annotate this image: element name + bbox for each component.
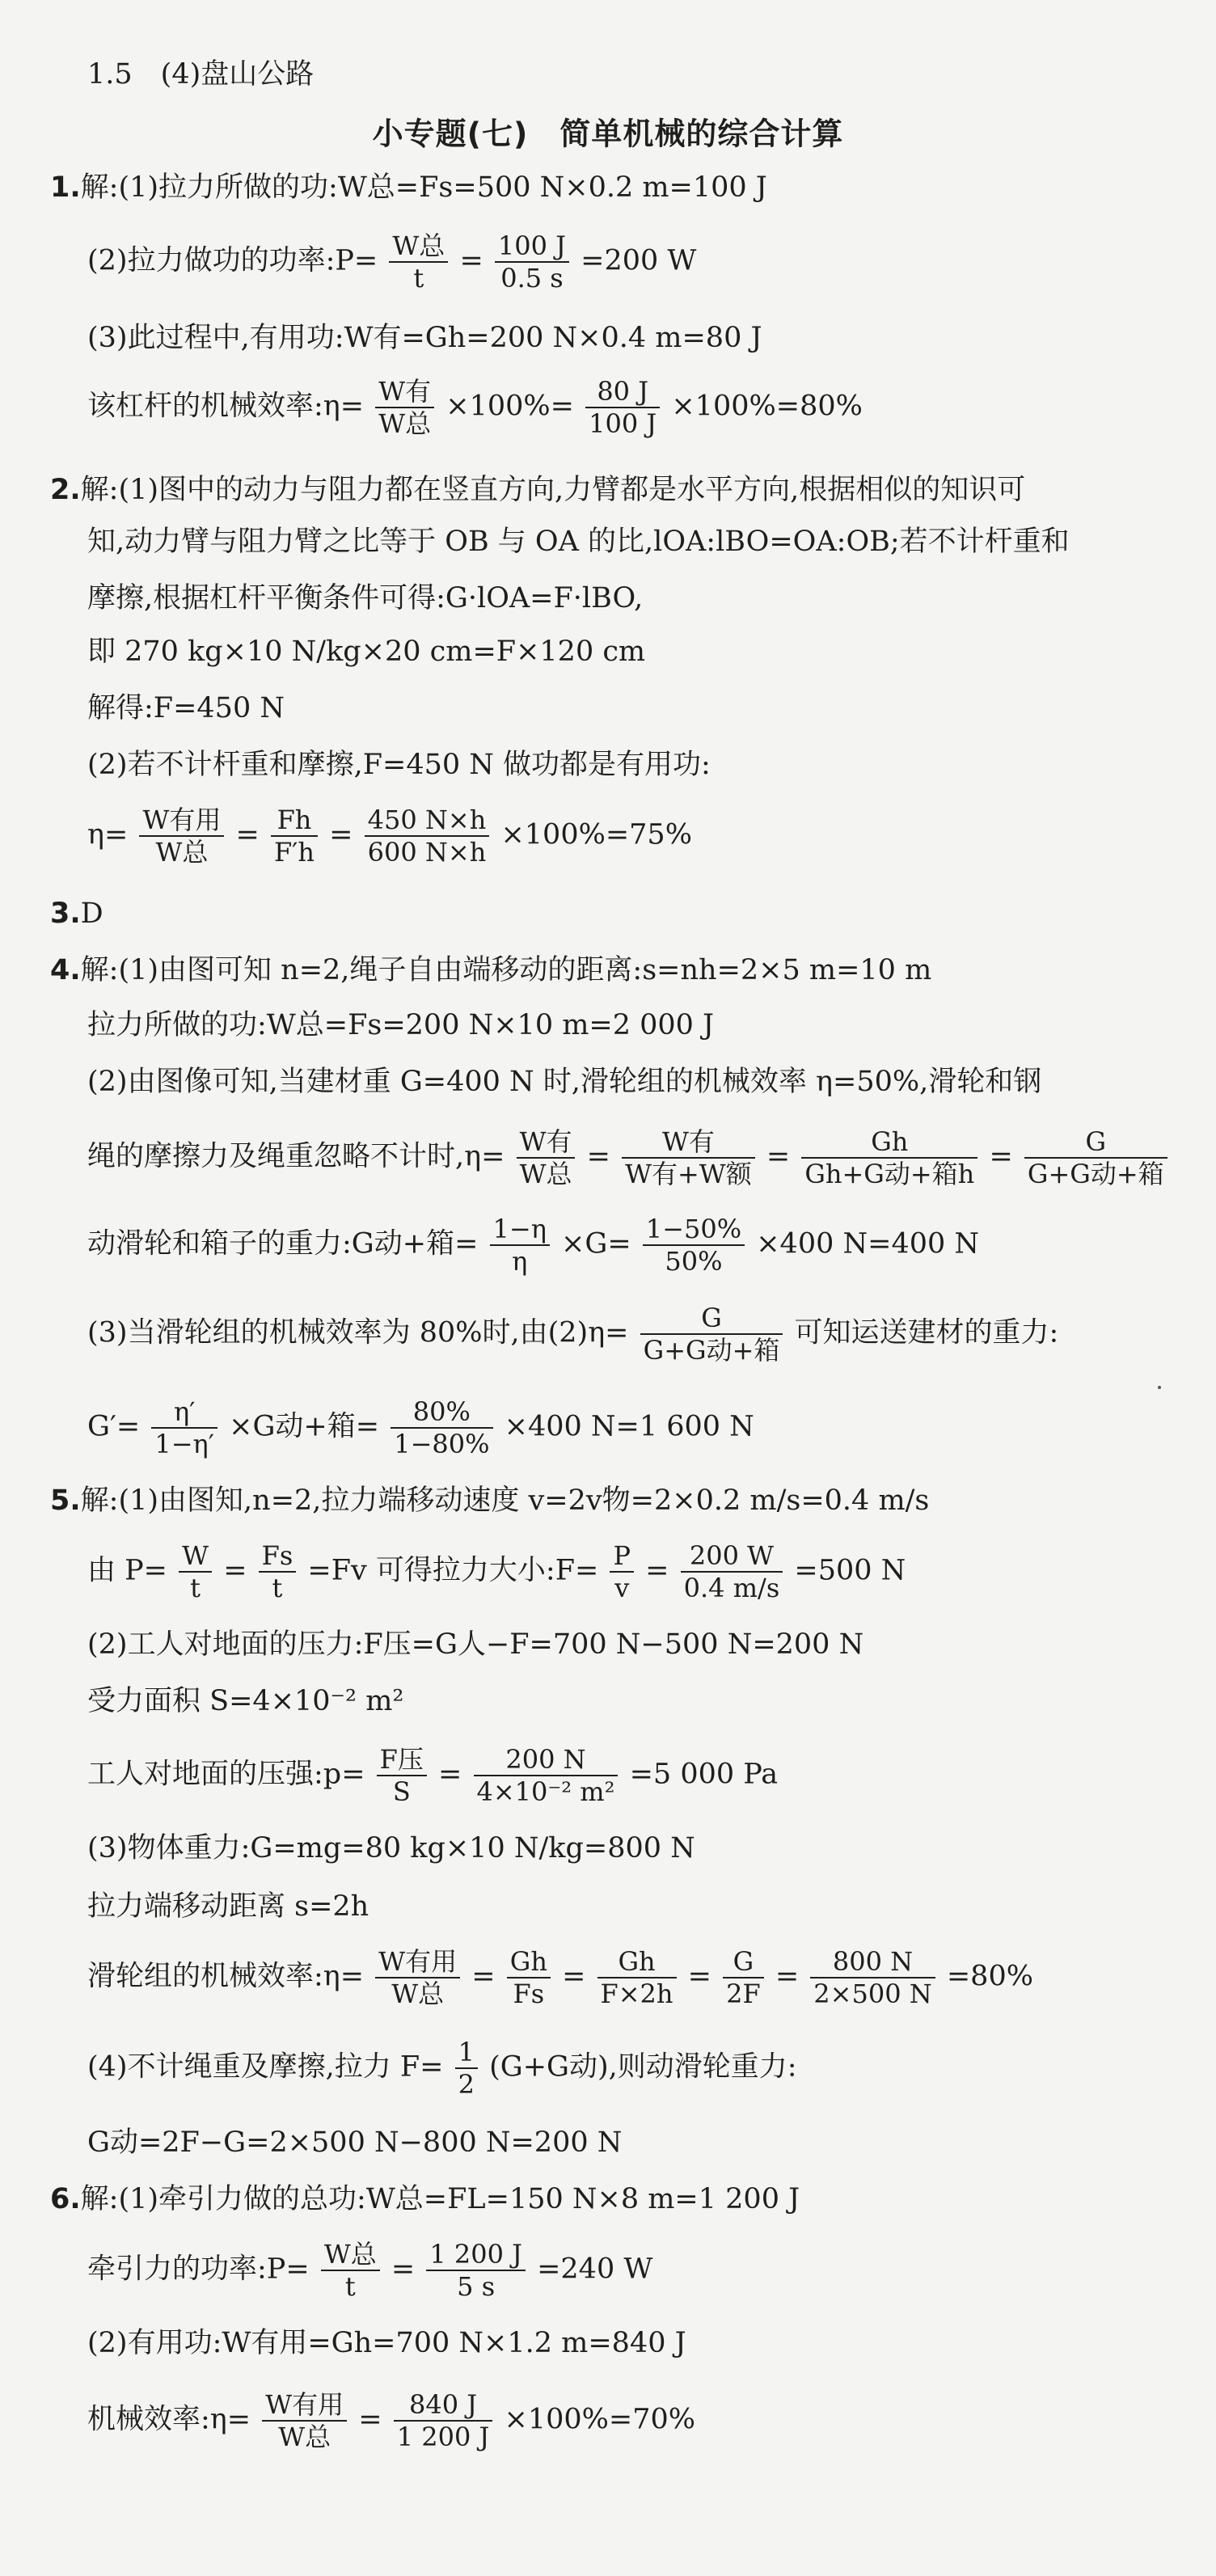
- problem-4-line-7: [87, 1396, 754, 1459]
- text: (2)拉力做功的功率:P=: [87, 244, 378, 277]
- denominator: W总: [155, 837, 209, 868]
- denominator: W总: [519, 1159, 572, 1189]
- denominator: 4×10⁻² m²: [476, 1776, 615, 1807]
- denominator: Gh+G动+箱h: [804, 1159, 975, 1189]
- numerator: 100 J: [495, 230, 569, 263]
- text: =: [775, 1960, 800, 1993]
- denominator: t: [272, 1573, 283, 1603]
- fraction: [1024, 1126, 1167, 1189]
- problem-2-line-1: [50, 473, 1025, 507]
- problem-1-number: 1.: [50, 171, 81, 204]
- numerator: 80 J: [585, 376, 660, 408]
- text: =500 N: [794, 1554, 906, 1587]
- text: 牵引力的功率:P=: [87, 2253, 310, 2286]
- numerator: G: [723, 1946, 764, 1978]
- fraction: [179, 1540, 212, 1603]
- fraction: [801, 1126, 977, 1189]
- problem-4-number: 4.: [50, 954, 81, 986]
- denominator: F×2h: [600, 1978, 673, 2009]
- problem-2-line-6: (2)若不计杆重和摩擦,F=450 N 做功都是有用功:: [87, 749, 711, 781]
- text: =: [687, 1960, 711, 1993]
- text: 机械效率:η=: [87, 2403, 251, 2436]
- numerator: 80%: [391, 1396, 492, 1429]
- text: =: [329, 818, 353, 851]
- fraction: [259, 1540, 297, 1603]
- numerator: 1−η: [490, 1214, 550, 1246]
- problem-5-line-8: [87, 1946, 1033, 2009]
- text: ×400 N=400 N: [756, 1227, 979, 1261]
- text: ×100%=: [445, 390, 574, 423]
- text: 由 P=: [87, 1554, 168, 1587]
- text: =: [235, 818, 260, 851]
- numerator: F压: [377, 1744, 427, 1776]
- numerator: 1−50%: [643, 1214, 745, 1246]
- fraction: [723, 1946, 764, 2009]
- text: 动滑轮和箱子的重力:G动+箱=: [87, 1227, 479, 1261]
- text: =: [586, 1140, 610, 1173]
- text: 绳的摩擦力及绳重忽略不计时,η=: [87, 1140, 505, 1173]
- numerator: 800 N: [810, 1946, 935, 1978]
- text: =: [358, 2403, 382, 2436]
- denominator: 2×500 N: [813, 1978, 932, 2009]
- numerator: W有: [375, 376, 434, 408]
- denominator: F′h: [273, 837, 315, 868]
- denominator: 2F: [726, 1978, 761, 2009]
- fraction: [375, 376, 434, 439]
- fraction: [455, 2037, 478, 2100]
- problem-3-line: [50, 897, 103, 931]
- fraction: [474, 1744, 619, 1807]
- text: ×100%=80%: [671, 390, 863, 423]
- text: =: [223, 1554, 247, 1587]
- numerator: Gh: [597, 1946, 677, 1978]
- text: =: [989, 1140, 1013, 1173]
- fraction: [507, 1946, 551, 2009]
- denominator: G+G动+箱: [1027, 1159, 1164, 1189]
- denominator: W有+W额: [625, 1159, 752, 1189]
- fraction: [262, 2389, 347, 2452]
- text: =: [391, 2253, 416, 2286]
- numerator: Fh: [271, 804, 318, 837]
- text: =: [645, 1554, 669, 1587]
- numerator: W有用: [375, 1946, 460, 1978]
- text: ×100%=75%: [500, 818, 692, 851]
- problem-2-number: 2.: [50, 474, 81, 506]
- problem-4-line-1: [50, 953, 931, 987]
- problem-3-number: 3.: [50, 897, 81, 930]
- problem-4-line-4: [87, 1126, 1170, 1189]
- problem-6-line-1: [50, 2182, 800, 2216]
- section-title: 小专题(七) 简单机械的综合计算: [372, 116, 844, 152]
- fraction: [271, 804, 318, 868]
- fraction: [151, 1396, 217, 1459]
- denominator: η: [512, 1246, 528, 1277]
- fraction: [375, 1946, 460, 2009]
- problem-5-line-7: 拉力端移动距离 s=2h: [87, 1890, 369, 1923]
- text: =: [562, 1960, 586, 1993]
- text: 滑轮组的机械效率:η=: [87, 1960, 365, 1993]
- problem-4-line-5: [87, 1214, 979, 1277]
- text: =5 000 Pa: [629, 1758, 779, 1791]
- problem-5-line-6: (3)物体重力:G=mg=80 kg×10 N/kg=800 N: [87, 1832, 695, 1864]
- problem-5-line-3: (2)工人对地面的压力:F压=G人−F=700 N−500 N=200 N: [87, 1628, 864, 1661]
- text: =200 W: [581, 244, 697, 277]
- numerator: 450 N×h: [365, 804, 490, 837]
- fraction: [490, 1214, 550, 1277]
- text: 该杠杆的机械效率:η=: [87, 390, 365, 423]
- text: ×G=: [561, 1227, 631, 1261]
- problem-4-line-2: 拉力所做的功:W总=Fs=200 N×10 m=2 000 J: [87, 1009, 715, 1041]
- numerator: W有: [517, 1126, 576, 1159]
- numerator: W有用: [139, 804, 224, 837]
- problem-6-line-4: [87, 2389, 695, 2452]
- problem-1-line-3: (3)此过程中,有用功:W有=Gh=200 N×0.4 m=80 J: [87, 322, 762, 354]
- denominator: 1−η′: [154, 1429, 214, 1459]
- problem-1-line-2: [87, 230, 696, 293]
- problem-2-line-2: 知,动力臂与阻力臂之比等于 OB 与 OA 的比,lOA:lBO=OA:OB;若不计杆重和: [87, 526, 1070, 558]
- fraction: [585, 376, 660, 439]
- denominator: W总: [378, 408, 432, 439]
- text: η=: [87, 818, 129, 851]
- fraction: [391, 1396, 492, 1459]
- numerator: W有用: [262, 2389, 347, 2422]
- fraction: [597, 1946, 677, 2009]
- fraction: [377, 1744, 427, 1807]
- fraction: [643, 1214, 745, 1277]
- text: (3)当滑轮组的机械效率为 80%时,由(2)η=: [87, 1316, 629, 1349]
- fraction: [640, 1303, 783, 1366]
- denominator: W总: [391, 1978, 445, 2009]
- text: =: [471, 1960, 496, 1993]
- problem-5-number: 5.: [50, 1484, 81, 1517]
- numerator: G: [640, 1303, 783, 1335]
- fraction: [622, 1126, 755, 1189]
- text: =: [438, 1758, 462, 1791]
- numerator: 1: [455, 2037, 478, 2069]
- problem-5-line-10: G动=2F−G=2×500 N−800 N=200 N: [87, 2126, 623, 2159]
- denominator: 0.4 m/s: [683, 1573, 780, 1603]
- fraction: [365, 804, 490, 868]
- denominator: 50%: [665, 1246, 723, 1277]
- text: ×G动+箱=: [229, 1410, 380, 1443]
- problem-4-line-6: [87, 1303, 1058, 1366]
- text: =: [459, 244, 483, 277]
- fraction: [681, 1540, 783, 1603]
- fraction: [394, 2389, 493, 2452]
- text: 工人对地面的压强:p=: [87, 1758, 365, 1791]
- text: G′=: [87, 1410, 141, 1443]
- problem-2-line-4: 即 270 kg×10 N/kg×20 cm=F×120 cm: [87, 636, 646, 668]
- problem-5-line-2: [87, 1540, 906, 1603]
- numerator: W总: [321, 2239, 380, 2271]
- denominator: 100 J: [589, 408, 657, 439]
- numerator: 840 J: [394, 2389, 493, 2422]
- problem-1-line-4: [87, 376, 863, 439]
- denominator: t: [190, 1573, 201, 1603]
- answer-text: D: [80, 897, 103, 930]
- denominator: 600 N×h: [367, 837, 487, 868]
- problem-6-line-2: [87, 2239, 652, 2302]
- text: 解:(1)图中的动力与阻力都在竖直方向,力臂都是水平方向,根据相似的知识可: [80, 474, 1026, 506]
- problem-2-line-3: 摩擦,根据杠杆平衡条件可得:G·lOA=F·lBO,: [87, 582, 644, 614]
- numerator: η′: [151, 1396, 217, 1429]
- problem-5-line-4: 受力面积 S=4×10⁻² m²: [87, 1685, 404, 1717]
- numerator: 1 200 J: [426, 2239, 526, 2271]
- text: =240 W: [537, 2253, 653, 2286]
- text: (4)不计绳重及摩擦,拉力 F=: [87, 2050, 444, 2084]
- denominator: 0.5 s: [500, 263, 564, 293]
- scan-speck: [1158, 1386, 1161, 1389]
- fraction: [517, 1126, 576, 1189]
- problem-4-line-3: (2)由图像可知,当建材重 G=400 N 时,滑轮组的机械效率 η=50%,滑轮和钢: [87, 1066, 1042, 1098]
- text: =: [766, 1140, 791, 1173]
- text: 可知运送建材的重力:: [794, 1316, 1059, 1349]
- problem-5-line-9: [87, 2037, 797, 2100]
- prev-answer-line: 1.5 (4)盘山公路: [87, 58, 315, 91]
- denominator: v: [614, 1573, 630, 1603]
- numerator: W总: [389, 230, 448, 263]
- denominator: Fs: [513, 1978, 545, 2009]
- problem-2-line-7: [87, 804, 692, 868]
- problem-6-line-3: (2)有用功:W有用=Gh=700 N×1.2 m=840 J: [87, 2327, 686, 2359]
- problem-1-line-1: [50, 171, 767, 205]
- denominator: t: [344, 2271, 356, 2302]
- text: 解:(1)牵引力做的总功:W总=FL=150 N×8 m=1 200 J: [80, 2183, 800, 2215]
- problem-5-line-5: [87, 1744, 778, 1807]
- denominator: W总: [278, 2422, 331, 2452]
- fraction: [426, 2239, 526, 2302]
- numerator: P: [610, 1540, 634, 1573]
- denominator: S: [392, 1776, 411, 1807]
- fraction: [321, 2239, 380, 2302]
- denominator: t: [413, 263, 424, 293]
- fraction: [389, 230, 448, 293]
- denominator: 5 s: [457, 2271, 496, 2302]
- fraction: [810, 1946, 935, 2009]
- fraction: [139, 804, 224, 868]
- numerator: Gh: [801, 1126, 977, 1159]
- numerator: W: [179, 1540, 212, 1573]
- problem-5-line-1: [50, 1484, 929, 1518]
- numerator: 200 N: [474, 1744, 619, 1776]
- problem-2-line-5: 解得:F=450 N: [87, 692, 285, 724]
- fraction: [495, 230, 569, 293]
- numerator: 200 W: [681, 1540, 783, 1573]
- denominator: 1 200 J: [396, 2422, 490, 2452]
- text: ×400 N=1 600 N: [504, 1410, 754, 1443]
- text: =Fv 可得拉力大小:F=: [307, 1554, 599, 1587]
- numerator: G: [1024, 1126, 1167, 1159]
- denominator: 1−80%: [394, 1429, 490, 1459]
- text: 解:(1)由图知,n=2,拉力端移动速度 v=2v物=2×0.2 m/s=0.4 m/s: [80, 1484, 930, 1517]
- problem-6-number: 6.: [50, 2183, 81, 2215]
- text: (G+G动),则动滑轮重力:: [489, 2050, 797, 2084]
- text: ×100%=70%: [504, 2403, 696, 2436]
- numerator: Fs: [259, 1540, 297, 1573]
- denominator: 2: [458, 2069, 475, 2100]
- denominator: G+G动+箱: [643, 1335, 780, 1366]
- numerator: W有: [622, 1126, 755, 1159]
- text: 解:(1)由图可知 n=2,绳子自由端移动的距离:s=nh=2×5 m=10 m: [80, 954, 932, 986]
- numerator: Gh: [507, 1946, 551, 1978]
- text: 解:(1)拉力所做的功:W总=Fs=500 N×0.2 m=100 J: [80, 171, 767, 204]
- text: =80%: [946, 1960, 1033, 1993]
- fraction: [610, 1540, 634, 1603]
